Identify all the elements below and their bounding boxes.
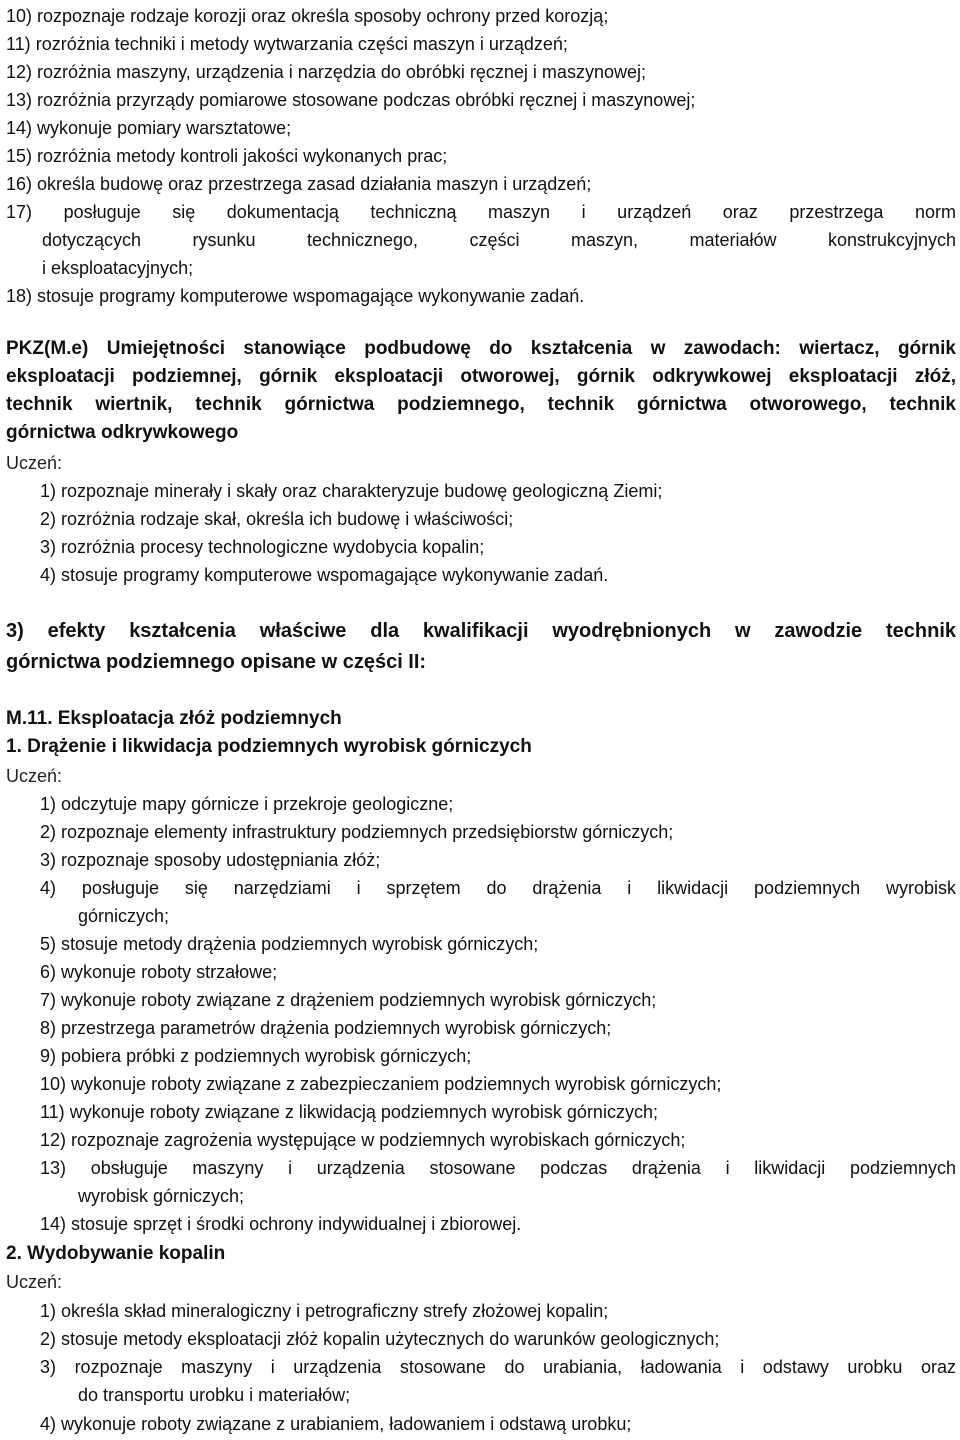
student-label: Uczeń: — [6, 1272, 63, 1292]
list-item — [6, 198, 956, 226]
item-number: 10) — [6, 6, 33, 26]
pkz-heading-line: górnictwa odkrywkowego — [6, 422, 239, 443]
list-item — [6, 282, 956, 310]
list-item — [40, 958, 956, 986]
item-number: 1) — [40, 794, 57, 814]
item-number: 9) — [40, 1046, 57, 1066]
item-text: rozpoznaje minerały i skały oraz charakteryzuje budowę geologiczną Ziemi; — [61, 481, 663, 501]
item-number: 3) — [40, 850, 57, 870]
item-text: posługuje się narzędziami i sprzętem do drążenia i likwidacji podziemnych wyrobisk — [81, 878, 956, 898]
list-item — [6, 86, 956, 114]
list-item — [40, 505, 956, 533]
item-number: 5) — [40, 934, 57, 954]
item-continuation: i eksploatacyjnych; — [42, 258, 194, 278]
item-text: rozróżnia procesy technologiczne wydobycia kopalin; — [61, 537, 485, 557]
item-number: 14) — [6, 118, 33, 138]
item-number: 4) — [40, 565, 57, 585]
list-item — [40, 986, 956, 1014]
item-text: określa budowę oraz przestrzega zasad działania maszyn i urządzeń; — [37, 174, 592, 194]
list-item — [40, 1042, 956, 1070]
item-number: 2) — [40, 822, 57, 842]
item-number: 4) — [40, 878, 57, 898]
student-label: Uczeń: — [6, 453, 63, 473]
item-text: wykonuje roboty związane z likwidacją podziemnych wyrobisk górniczych; — [69, 1102, 658, 1122]
item-text: pobiera próbki z podziemnych wyrobisk górniczych; — [61, 1046, 472, 1066]
list-item — [6, 114, 956, 142]
list-item — [40, 1126, 956, 1154]
list-item — [6, 2, 956, 30]
list-item — [40, 1210, 956, 1238]
list-item — [40, 1098, 956, 1126]
list-item — [40, 790, 956, 818]
pkz-heading-line: PKZ(M.e) Umiejętności stanowiące podbudowę do kształcenia w zawodach: wiertacz, górnik — [6, 338, 956, 359]
unit-title: 2. Wydobywanie kopalin — [6, 1243, 226, 1264]
item-number: 17) — [6, 202, 33, 222]
item-number: 8) — [40, 1018, 57, 1038]
list-item — [40, 477, 956, 505]
list-item — [40, 1353, 956, 1381]
item-text: stosuje programy komputerowe wspomagające wykonywanie zadań. — [37, 286, 585, 306]
item-number: 4) — [40, 1414, 57, 1434]
item-text: rozpoznaje rodzaje korozji oraz określa sposoby ochrony przed korozją; — [37, 6, 609, 26]
item-number: 7) — [40, 990, 57, 1010]
item-text: wykonuje roboty związane z zabezpieczaniem podziemnych wyrobisk górniczych; — [71, 1074, 722, 1094]
item-text: rozróżnia techniki i metody wytwarzania części maszyn i urządzeń; — [35, 34, 568, 54]
list-item — [6, 58, 956, 86]
list-item — [40, 1410, 956, 1438]
list-item — [40, 1325, 956, 1353]
item-text: rozpoznaje elementy infrastruktury podziemnych przedsiębiorstw górniczych; — [61, 822, 674, 842]
item-text: rozpoznaje sposoby udostępniania złóż; — [61, 850, 381, 870]
item-number: 10) — [40, 1074, 67, 1094]
item-number: 12) — [40, 1130, 67, 1150]
list-item — [40, 1154, 956, 1182]
list-item — [6, 170, 956, 198]
item-text: wykonuje roboty związane z urabianiem, ładowaniem i odstawą urobku; — [61, 1414, 632, 1434]
item-continuation: górniczych; — [78, 906, 170, 926]
student-label: Uczeń: — [6, 766, 63, 786]
item-number: 2) — [40, 1329, 57, 1349]
item-number: 18) — [6, 286, 33, 306]
list-item — [40, 874, 956, 902]
item-text: rozpoznaje zagrożenia występujące w podziemnych wyrobiskach górniczych; — [71, 1130, 686, 1150]
item-number: 1) — [40, 1301, 57, 1321]
item-number: 1) — [40, 481, 57, 501]
list-item — [40, 1297, 956, 1325]
module-title: M.11. Eksploatacja złóż podziemnych — [6, 708, 342, 729]
pkz-heading-line: eksploatacji podziemnej, górnik eksploatacji otworowej, górnik odkrywkowej eksploatacji złóż, — [6, 366, 956, 387]
section-heading-line: 3) efekty kształcenia właściwe dla kwalifikacji wyodrębnionych w zawodzie technik — [6, 620, 956, 642]
list-item — [40, 533, 956, 561]
item-text: stosuje sprzęt i środki ochrony indywidualnej i zbiorowej. — [71, 1214, 522, 1234]
item-text: stosuje metody eksploatacji złóż kopalin użytecznych do warunków geologicznych; — [61, 1329, 720, 1349]
item-continuation: do transportu urobku i materiałów; — [78, 1385, 351, 1405]
item-text: wykonuje roboty strzałowe; — [61, 962, 278, 982]
item-number: 16) — [6, 174, 33, 194]
item-text: rozróżnia metody kontroli jakości wykonanych prac; — [37, 146, 448, 166]
item-number: 12) — [6, 62, 33, 82]
item-number: 2) — [40, 509, 57, 529]
item-text: obsługuje maszyny i urządzenia stosowane podczas drążenia i likwidacji podziemnych — [90, 1158, 956, 1178]
list-item — [40, 1014, 956, 1042]
item-text: przestrzega parametrów drążenia podziemnych wyrobisk górniczych; — [61, 1018, 612, 1038]
item-number: 3) — [40, 537, 57, 557]
item-text: rozróżnia rodzaje skał, określa ich budowę i właściwości; — [61, 509, 514, 529]
unit-title: 1. Drążenie i likwidacja podziemnych wyrobisk górniczych — [6, 736, 532, 757]
item-text: stosuje programy komputerowe wspomagające wykonywanie zadań. — [61, 565, 609, 585]
item-text: rozpoznaje maszyny i urządzenia stosowane do urabiania, ładowania i odstawy urobku oraz — [74, 1357, 956, 1377]
list-item — [40, 1070, 956, 1098]
item-text: posługuje się dokumentacją techniczną maszyn i urządzeń oraz przestrzega norm — [63, 202, 956, 222]
list-item — [6, 142, 956, 170]
item-continuation: dotyczących rysunku technicznego, części maszyn, materiałów konstrukcyjnych — [42, 230, 956, 250]
item-text: odczytuje mapy górnicze i przekroje geologiczne; — [61, 794, 454, 814]
item-number: 11) — [6, 34, 31, 54]
item-number: 13) — [40, 1158, 67, 1178]
item-number: 6) — [40, 962, 57, 982]
item-continuation: wyrobisk górniczych; — [78, 1186, 245, 1206]
item-text: określa skład mineralogiczny i petrograficzny strefy złożowej kopalin; — [61, 1301, 609, 1321]
item-number: 11) — [40, 1102, 65, 1122]
section-heading-line: górnictwa podziemnego opisane w części II: — [6, 651, 427, 673]
item-text: rozróżnia przyrządy pomiarowe stosowane podczas obróbki ręcznej i maszynowej; — [37, 90, 696, 110]
item-number: 3) — [40, 1357, 57, 1377]
item-text: wykonuje roboty związane z drążeniem podziemnych wyrobisk górniczych; — [61, 990, 657, 1010]
list-item — [40, 930, 956, 958]
item-text: stosuje metody drążenia podziemnych wyrobisk górniczych; — [61, 934, 539, 954]
item-number: 13) — [6, 90, 33, 110]
item-text: wykonuje pomiary warsztatowe; — [37, 118, 292, 138]
item-text: rozróżnia maszyny, urządzenia i narzędzia do obróbki ręcznej i maszynowej; — [37, 62, 646, 82]
item-number: 14) — [40, 1214, 67, 1234]
list-item — [40, 818, 956, 846]
item-number: 15) — [6, 146, 33, 166]
list-item — [40, 846, 956, 874]
list-item — [40, 561, 956, 589]
list-item — [6, 30, 956, 58]
pkz-heading-line: technik wiertnik, technik górnictwa podziemnego, technik górnictwa otworowego, technik — [6, 394, 956, 415]
